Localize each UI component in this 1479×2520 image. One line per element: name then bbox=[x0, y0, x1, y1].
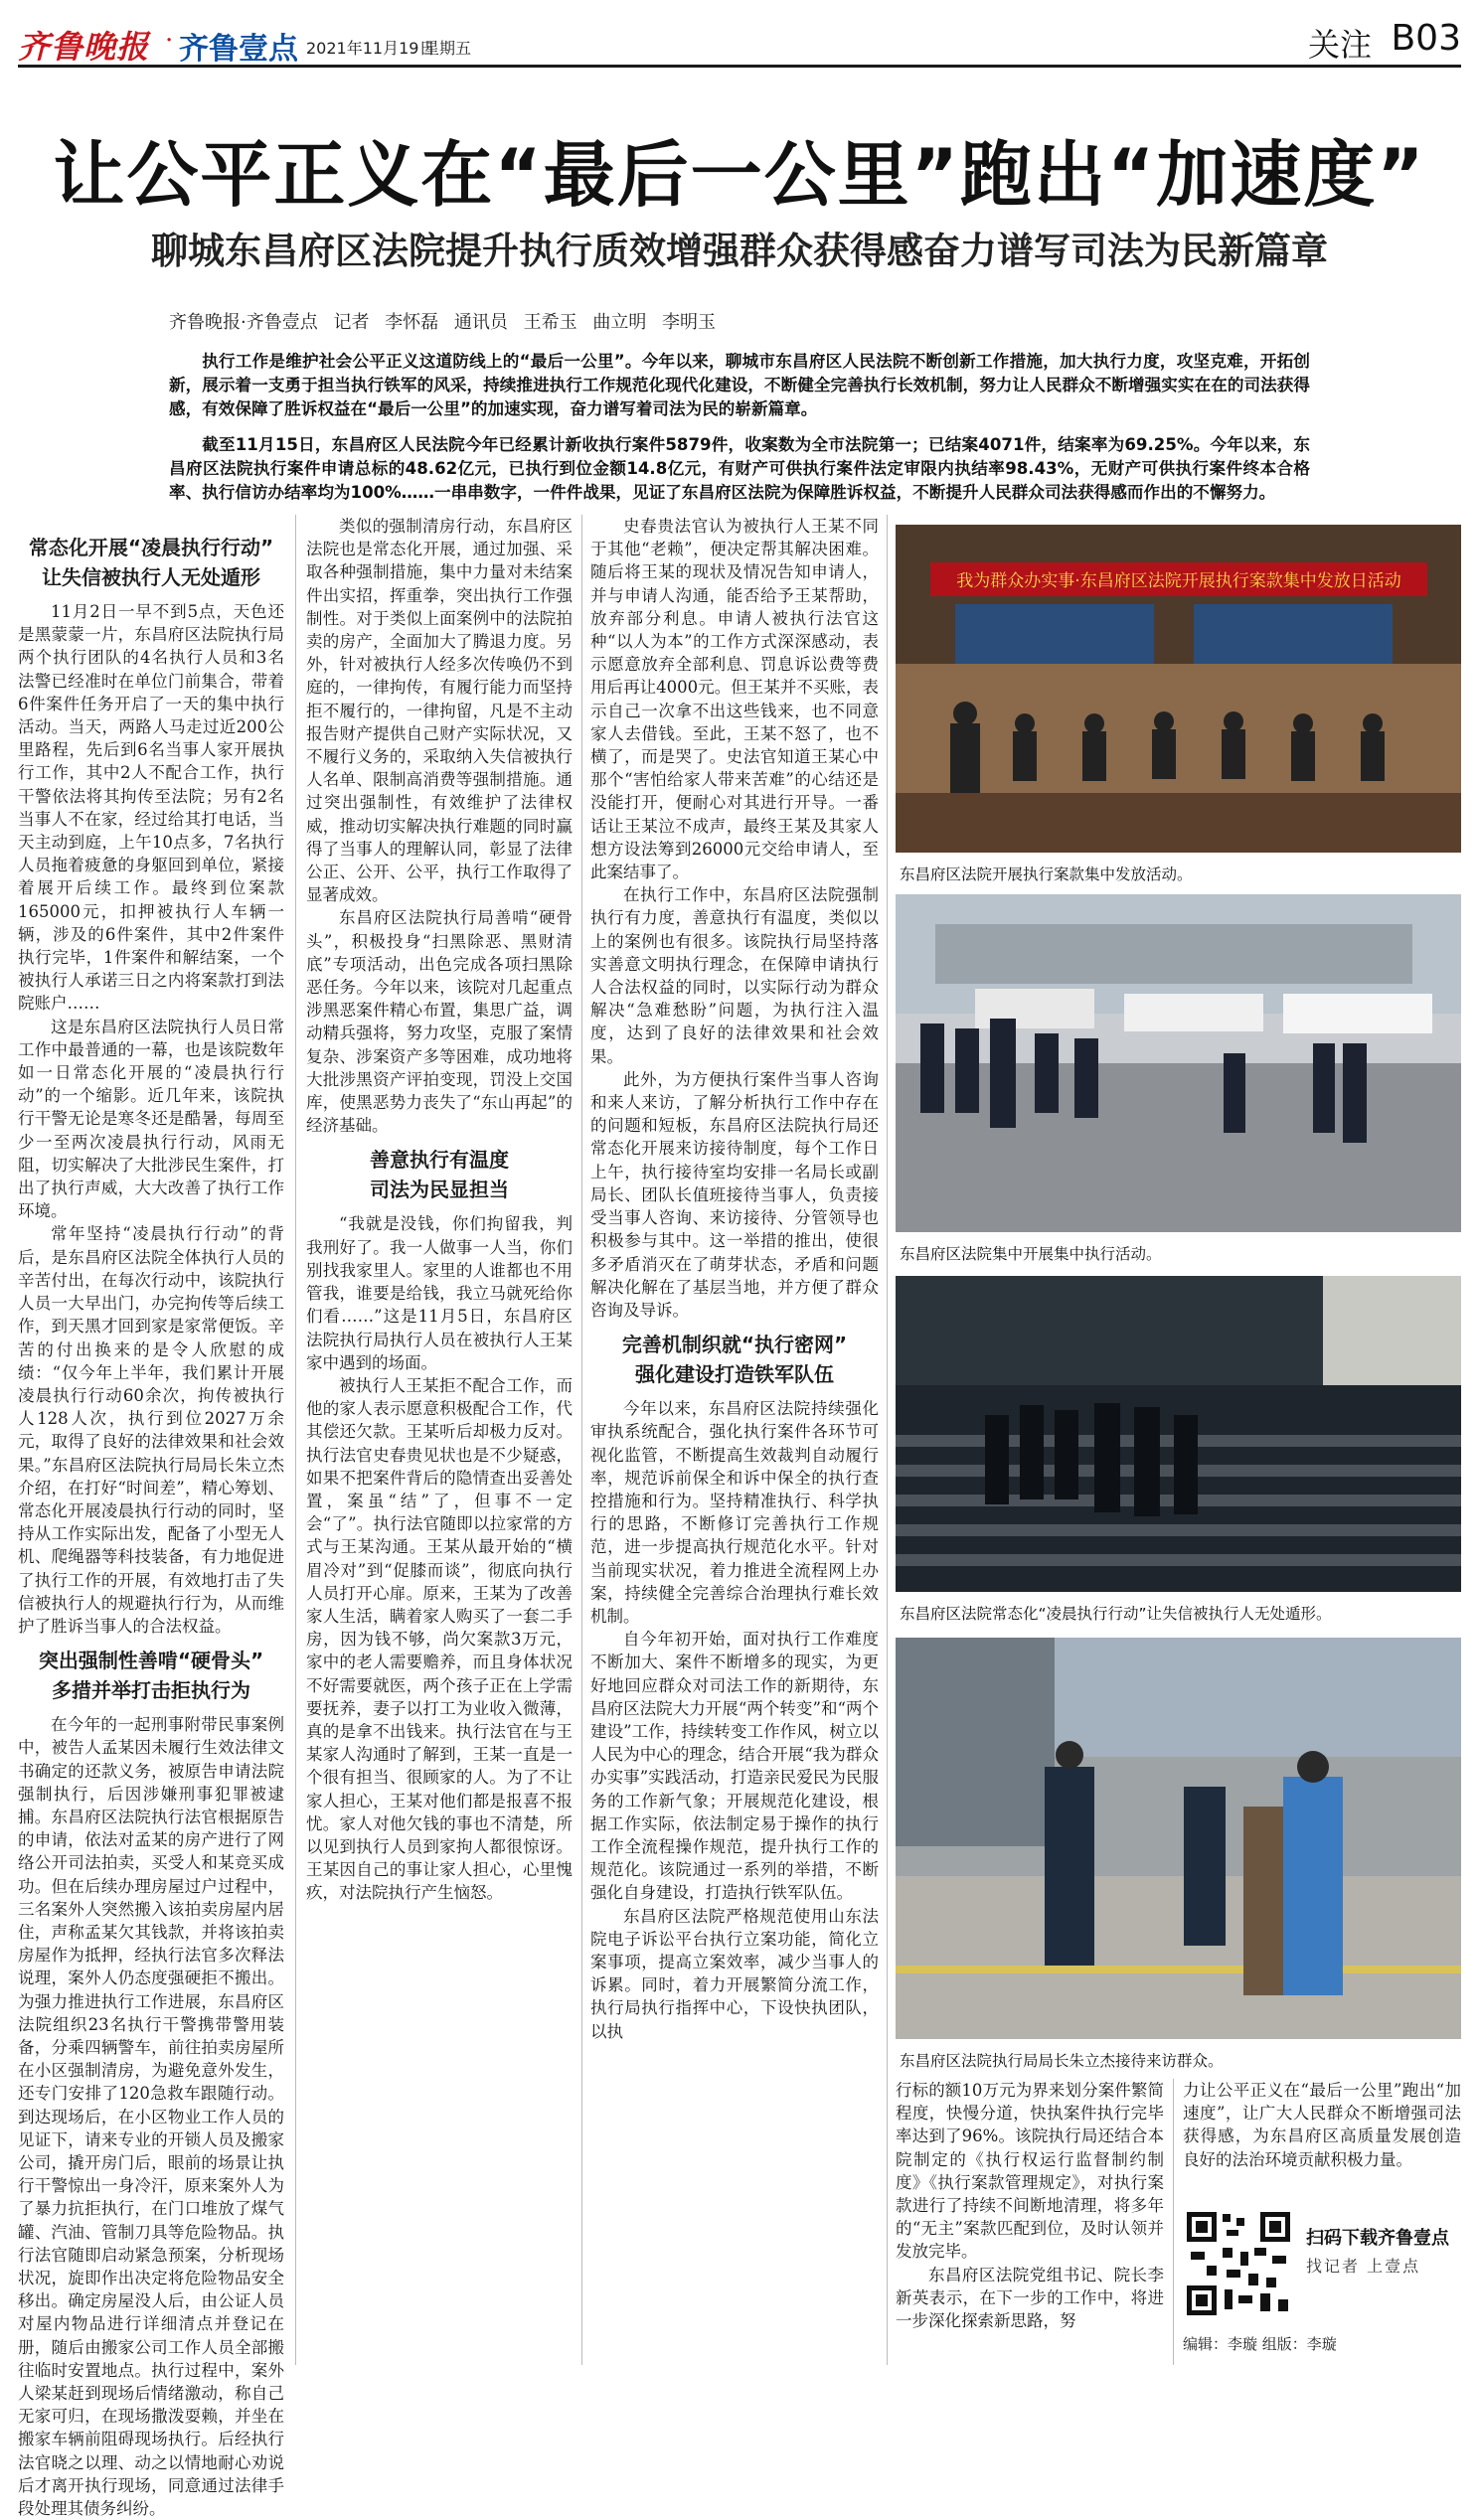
paragraph: 在执行工作中，东昌府区法院强制执行有力度，善意执行有温度，类似以上的案例也有很多。该院执行局坚持落实善意文明执行理念，在保障申请执行人合法权益的同时，以实际行动为群众解决“急难愁盼”问题，为执行注入温度，达到了良好的法律效果和社会效果。 bbox=[590, 885, 879, 1066]
section-heading-4-line-1: 完善机制织就“执行密网” bbox=[621, 1333, 848, 1357]
qr-code[interactable] bbox=[1183, 2208, 1294, 2319]
issue-weekday: 星期五 bbox=[423, 39, 472, 58]
issue-date: 2021年11月19日 bbox=[306, 39, 435, 58]
paragraph: 在今年的一起刑事附带民事案例中，被告人孟某因未履行生效法律文书确定的还款义务，被原告申请法院强制执行，后因涉嫌刑事犯罪被逮捕。东昌府区法院执行法官根据原告的申请，依法对孟某的房产进行了网络公开司法拍卖，买受人和某竞买成功。但在后续办理房屋过户过程中，三名案外人突然搬入该拍卖房屋内居住，声称孟某欠其钱款，并将该拍卖房屋作为抵押，经执行法官多次释法说理，案外人仍态度强硬拒不搬出。为强力推进执行工作进展，东昌府区法院组织23名执行干警携带警用装备，分乘四辆警车，前往拍卖房屋所在小区强制清房，为避免意外发生，还专门安排了120急救车跟随行动。到达现场后，在小区物业工作人员的见证下，请来专业的开锁人员及搬家公司，撬开房门后，眼前的场景让执行干警惊出一身冷汗，原来案外人为了暴力抗拒执行，在门口堆放了煤气罐、汽油、管制刀具等危险物品。执行法官随即启动紧急预案，分析现场状况，旋即作出决定将危险物品安全移出。确定房屋没人后，由公证人员对屋内物品进行详细清点并登记在册，随后由搬家公司工作人员全部搬往临时安置地点。执行过程中，案外人梁某赶到现场后情绪激动，称自己无家可归，在现场撒泼耍赖，并坐在搬家车辆前阻碍现场执行。后经执行法官晓之以理、动之以情地耐心劝说后才离开执行现场，同意通过法律手段处理其债务纠纷。 bbox=[18, 1715, 284, 2519]
paragraph: 这是东昌府区法院执行人员日常工作中最普通的一幕，也是该院数年如一日常态化开展的“凌晨执行行动”的一个缩影。近几年来，该院执行干警无论是寒冬还是酷暑，每周至少一至两次凌晨执行行动，风雨无阻，切实解决了大批涉民生案件，打出了执行声威，大大改善了执行工作环境。 bbox=[18, 1017, 284, 1221]
lead-paragraphs bbox=[169, 350, 1310, 505]
section-heading-3-line-1: 善意执行有温度 bbox=[370, 1148, 509, 1173]
section-heading-1 bbox=[18, 533, 284, 592]
article-column-2 bbox=[306, 515, 573, 2365]
paragraph: 今年以来，东昌府区法院持续强化审执系统配合，强化执行案件各环节可视化监管，不断提高生效裁判自动履行率，规范诉前保全和诉中保全的执行查控措施和行为。坚持精准执行、科学执行的思路，不断修订完善执行工作规范，进一步提高执行规范化水平。针对当前现实状况，着力推进全流程网上办案，持续健全完善综合治理执行难长效机制。 bbox=[590, 1399, 879, 1626]
article-column-1 bbox=[18, 525, 284, 2519]
subheadline: 聊城东昌府区法院提升执行质效增强群众获得感奋力谱写司法为民新篇章 bbox=[151, 230, 1328, 272]
photo-police-vehicles bbox=[896, 894, 1461, 1232]
column-divider bbox=[887, 515, 888, 2365]
section-heading-2-line-1: 突出强制性善啃“硬骨头” bbox=[38, 1649, 264, 1673]
article-column-5 bbox=[1183, 2079, 1461, 2198]
byline: 齐鲁晚报·齐鲁壹点 记者 李怀磊 通讯员 王希玉 曲立明 李明玉 bbox=[169, 312, 717, 333]
lead-paragraph-1: 执行工作是维护社会公平正义这道防线上的“最后一公里”。今年以来，聊城市东昌府区人民法院不断创新工作措施，加大执行力度，攻坚克难，开拓创新，展示着一支勇于担当执行铁军的风采，持续推进执行工作规范化现代化建设，不断健全完善执行长效机制，努力让人民群众不断增强实实在在的司法获得感，有效保障了胜诉权益在“最后一公里”的加速实现，奋力谱写着司法为民的崭新篇章。 bbox=[169, 352, 1310, 418]
paper-logo: 齐鲁晚报 bbox=[18, 28, 150, 66]
photo-receiving-visitors bbox=[896, 1638, 1461, 2039]
section-heading-3-line-2: 司法为民显担当 bbox=[370, 1178, 509, 1202]
section-heading-4 bbox=[590, 1330, 879, 1389]
paragraph: “我就是没钱，你们拘留我，判我刑好了。我一人做事一人当，你们别找我家里人。家里的人谁都也不用管我，谁要是给钱，我立马就死给你们看……”这是11月5日，东昌府区法院执行局执行人员在被执行人王某家中遇到的场面。 bbox=[306, 1214, 573, 1372]
section-heading-2 bbox=[18, 1646, 284, 1705]
qr-subtitle: 找记者 上壹点 bbox=[1306, 2257, 1421, 2276]
editor-credits: 编辑：李璇 组版：李璇 bbox=[1183, 2335, 1337, 2353]
photo-caption-2: 东昌府区法院集中开展集中执行活动。 bbox=[900, 1245, 1162, 1263]
paragraph: 常年坚持“凌晨执行行动”的背后，是东昌府区法院全体执行人员的辛苦付出，在每次行动中，该院执行人员一大早出门，办完拘传等后续工作，到天黑才回到家是家常便饭。辛苦的付出换来的是令人欣慰的成绩：“仅今年上半年，我们累计开展凌晨执行行动60余次，拘传被执行人128人次，执行到位2027万余元，取得了良好的法律效果和社会效果。”东昌府区法院执行局局长朱立杰介绍，在打好“时间差”，精心筹划、常态化开展凌晨执行行动的同时，坚持从工作实际出发，配备了小型无人机、爬绳器等科技装备，有力地促进了执行工作的开展，有效地打击了失信被执行人的规避执行行为，从而维护了胜诉当事人的合法权益。 bbox=[18, 1224, 284, 1636]
photo-caption-3: 东昌府区法院常态化“凌晨执行行动”让失信被执行人无处遁形。 bbox=[900, 1605, 1332, 1623]
column-divider bbox=[1173, 2079, 1174, 2365]
photo-dawn-operation bbox=[896, 1276, 1461, 1592]
paragraph: 此外，为方便执行案件当事人咨询和来人来访，了解分析执行工作中存在的问题和短板，东昌府区法院执行局还常态化开展来访接待制度，每个工作日上午，执行接待室均安排一名局长或副局长、团队长值班接待当事人，负责接受当事人咨询、来访接待、分管领导也积极参与其中。这一举措的推出，使很多矛盾消灭在了萌芽状态，矛盾和问题解决化解在了基层当地，并方便了群众咨询及导诉。 bbox=[590, 1069, 879, 1320]
column-divider bbox=[581, 515, 582, 2365]
photo-meeting-hall bbox=[896, 525, 1461, 853]
paragraph: 11月2日一早不到5点，天色还是黑蒙蒙一片，东昌府区法院执行局两个执行团队的4名执行人员和3名法警已经准时在单位门前集合，带着6件案件任务开启了一天的集中执行活动。当天，两路人马走过近200公里路程，先后到6名当事人家开展执行工作，其中2人不配合工作，执行干警依法将其拘传至法院；另有2名当事人不在家，经过给其打电话，当天主动到庭，上午10点多，7名执行人员拖着疲惫的身躯回到单位，紧接着展开后续工作。最终到位案款165000元，扣押被执行人车辆一辆，涉及的6件案件，其中2件案件执行完毕，1件案件和解结案，一个被执行人承诺三日之内将案款打到法院账户…… bbox=[18, 602, 284, 1014]
section-heading-1-line-1: 常态化开展“凌晨执行行动” bbox=[28, 536, 274, 559]
paragraph: 自今年初开始，面对执行工作难度不断加大、案件不断增多的现实，为更好地回应群众对司法工作的新期待，东昌府区法院大力开展“两个转变”和“两个建设”工作，持续转变工作作风，树立以人民为中心的理念，结合开展“我为群众办实事”实践活动，打造亲民爱民为民服务的工作新气象；开展规范化建设，根据工作实际，依法制定易于操作的执行工作全流程操作规范，提升执行工作的规范化。该院通过一系列的举措，不断强化自身建设，打造执行铁军队伍。 bbox=[590, 1630, 879, 1903]
masthead bbox=[18, 14, 1461, 68]
paragraph: 东昌府区法院执行局善啃“硬骨头”，积极投身“扫黑除恶、黑财清底”专项活动，出色完成各项扫黑除恶任务。今年以来，该院对几起重点涉黑恶案件精心布置，集思广益，调动精兵强将，努力攻坚，克服了案情复杂、涉案资产多等困难，成功地将大批涉黑资产评拍变现，罚没上交国库，使黑恶势力丧失了“东山再起”的经济基础。 bbox=[306, 908, 573, 1136]
section-heading-3 bbox=[306, 1145, 573, 1204]
section-heading-2-line-2: 多措并举打击拒执行为 bbox=[52, 1678, 250, 1703]
section-heading-4-line-2: 强化建设打造铁军队伍 bbox=[635, 1362, 834, 1387]
paragraph: 东昌府区法院严格规范使用山东法院电子诉讼平台执行立案功能，简化立案事项，提高立案效率，减少当事人的诉累。同时，着力开展繁简分流工作，执行局执行指挥中心，下设快执团队，以执 bbox=[590, 1906, 879, 2041]
page-number: B03 bbox=[1391, 18, 1461, 59]
logo-separator: · bbox=[165, 26, 174, 56]
meeting-banner-text: 我为群众办实事·东昌府区法院开展执行案款集中发放日活动 bbox=[956, 571, 1401, 591]
photo-caption-1: 东昌府区法院开展执行案款集中发放活动。 bbox=[900, 866, 1193, 883]
paragraph: 力让公平正义在“最后一公里”跑出“加速度”，让广大人民群众不断增强司法获得感，为东昌府区高质量发展创造良好的法治环境贡献积极力量。 bbox=[1183, 2081, 1461, 2169]
headline: 让公平正义在“最后一公里”跑出“加速度” bbox=[53, 133, 1426, 217]
section-name: 关注 bbox=[1307, 26, 1372, 64]
paragraph: 被执行人王某拒不配合工作，而他的家人表示愿意积极配合工作，代其偿还欠款。王某听后却极力反对。执行法官史春贵见状也是不少疑惑，如果不把案件背后的隐情查出妥善处置，案虽“结”了，但事不一定会“了”。执行法官随即以拉家常的方式与王某沟通。王某从最开始的“横眉冷对”到“促膝而谈”，彻底向执行人员打开心扉。原来，王某为了改善家人生活，瞒着家人购买了一套二手房，因为钱不够，尚欠案款3万元，家中的老人需要赡养，而且身体状况不好需要就医，两个孩子正在上学需要抚养，妻子以打工为业收入微薄，真的是拿不出钱来。执行法官在与王某家人沟通时了解到，王某一直是一个很有担当、很顾家的人。为了不让家人担心，王某对他们都是报喜不报忧。家人对他欠钱的事也不清楚，所以见到执行人员到家拘人都很惊讶。王某因自己的事让家人担心，心里愧疚，对法院执行产生恼怒。 bbox=[306, 1375, 573, 1903]
paragraph: 史春贵法官认为被执行人王某不同于其他“老赖”，便决定帮其解决困难。随后将王某的现状及情况告知申请人，并与申请人沟通，能否给予王某帮助，放弃部分利息。申请人被执行法官这种“以人为本”的工作方式深深感动，表示愿意放弃全部利息、罚息诉讼费等费用后再让4000元。但王某并不买账，表示自己一次拿不出这些钱来，也不同意家人去借钱。至此，王某不怒了，也不横了，而是哭了。史法官知道王某心中那个“害怕给家人带来苦难”的心结还是没能打开，便耐心对其进行开导。一番话让王某泣不成声，最终王某及其家人想方设法筹到26000元交给申请人，至此案结事了。 bbox=[590, 517, 879, 882]
qr-title: 扫码下载齐鲁壹点 bbox=[1306, 2228, 1449, 2249]
lead-paragraph-2: 截至11月15日，东昌府区人民法院今年已经累计新收执行案件5879件，收案数为全市法院第一；已结案4071件，结案率为69.25%。今年以来，东昌府区法院执行案件申请总标的48.62亿元，已执行到位金额14.8亿元，有财产可供执行案件法定审限内执结率98.43%，无财产可供执行案件终本合格率、执行信访办结率均为100%……一串串数字，一件件战果，见证了东昌府区法院为保障胜诉权益，不断提升人民群众司法获得感而作出的不懈努力。 bbox=[169, 435, 1310, 502]
paragraph: 东昌府区法院党组书记、院长李新英表示，在下一步的工作中，将进一步深化探索新思路，努 bbox=[896, 2265, 1164, 2331]
photo-caption-4: 东昌府区法院执行局局长朱立杰接待来访群众。 bbox=[900, 2052, 1224, 2070]
column-divider bbox=[295, 515, 296, 2365]
article-column-3 bbox=[590, 515, 879, 2365]
article-column-4 bbox=[896, 2079, 1164, 2365]
brand-logo: 齐鲁壹点 bbox=[179, 32, 298, 67]
paragraph: 类似的强制清房行动，东昌府区法院也是常态化开展，通过加强、采取各种强制措施，集中力量对未结案件出实招，挥重拳，突出执行工作强制性。对于类似上面案例中的法院拍卖的房产，全面加大了腾退力度。另外，针对被执行人经多次传唤仍不到庭的，一律拘传，有履行能力而坚持拒不履行的，一律拘留，凡是不主动报告财产提供自己财产实际状况，又不履行义务的，采取纳入失信被执行人名单、限制高消费等强制措施。通过突出强制性，有效维护了法律权威，推动切实解决执行难题的同时赢得了当事人的理解认同，彰显了法律公正、公开、公平，执行工作取得了显著成效。 bbox=[306, 517, 573, 905]
section-heading-1-line-2: 让失信被执行人无处遁形 bbox=[42, 565, 260, 589]
paragraph: 行标的额10万元为界来划分案件繁简程度，快慢分道，快执案件执行完毕率达到了96%。该院执行局还结合本院制定的《执行权运行监督制约制度》《执行案款管理规定》，对执行案款进行了持续不间断地清理，将多年的“无主”案款匹配到位，及时认领并发放完毕。 bbox=[896, 2081, 1164, 2262]
